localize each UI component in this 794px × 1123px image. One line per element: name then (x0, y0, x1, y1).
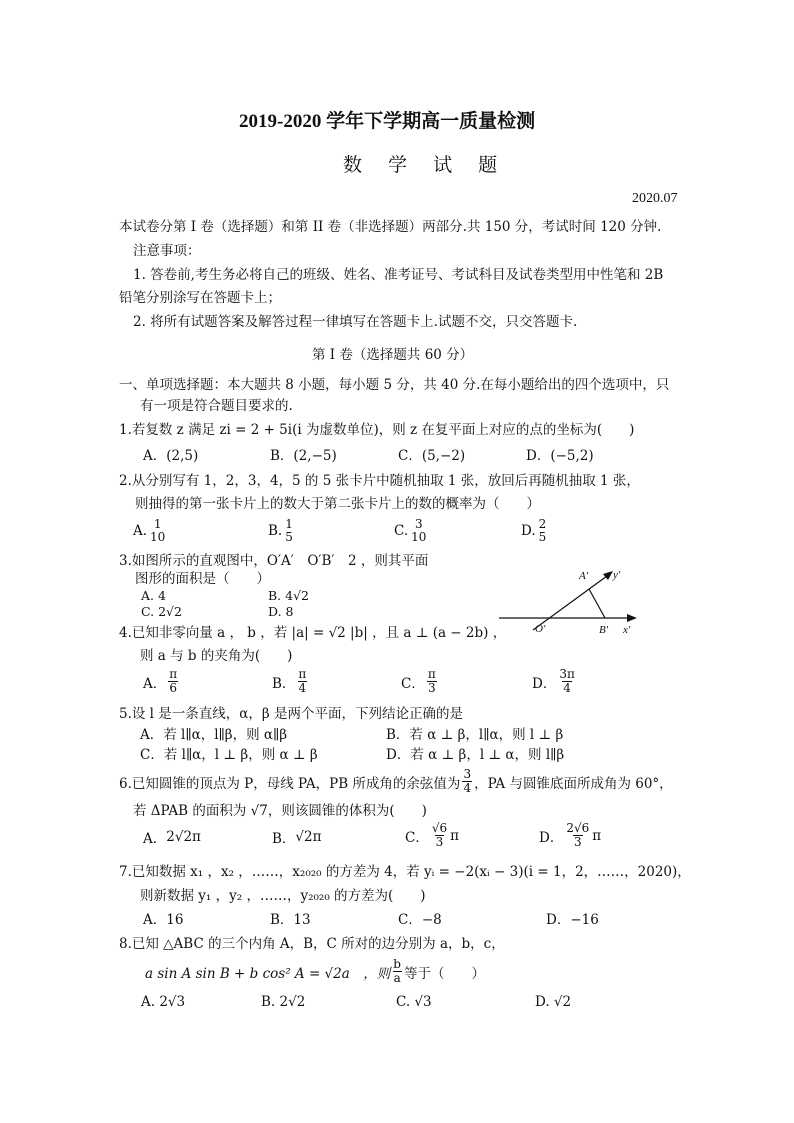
q5-option-a: A．若 l∥α，l∥β，则 α∥β (140, 727, 288, 743)
q5-stem: 5.设 l 是一条直线，α，β 是两个平面，下列结论正确的是 (119, 706, 463, 722)
q8-stem-b: a sin A sin B + b cos² A = √2a ，则 $\frac{b}{a}$ 等于（ ） (145, 957, 485, 985)
q7-stem-a: 7.已知数据 x₁ ，x₂ ，……，x₂₀₂₀ 的方差为 4，若 yᵢ = −2(xᵢ − 3)(i = 1，2，……，2020)， (119, 864, 691, 880)
q4-option-d: D． $\frac{3\pi}{4}$ (532, 667, 575, 695)
q7-option-b: B．13 (270, 912, 311, 928)
notice-heading: 注意事项： (133, 243, 201, 259)
q1-stem: 1.若复数 z 满足 zi = 2 + 5i(i 为虚数单位)，则 z 在复平面上对应的点的坐标为( ) (119, 422, 635, 438)
exam-date: 2020.07 (632, 191, 678, 206)
q4-stem-a: 4.已知非零向量 a ， b ，若 |a| = √2 |b| ，且 a ⊥ (a − 2b) ， (119, 625, 507, 641)
q3-oblique-figure (495, 560, 645, 642)
intro-line: 本试卷分第 I 卷（选择题）和第 II 卷（非选择题）两部分.共 150 分，考试时间 120 分钟. (119, 219, 662, 235)
q2-option-d: D. 2 5 (521, 517, 547, 544)
q1-option-b: B．(2,−5) (270, 448, 337, 464)
q4-option-a: A． $\frac{\pi}{6}$ (143, 667, 178, 695)
q5-option-d: D．若 α ⊥ β，l ⊥ α，则 l∥β (386, 747, 565, 763)
q6-stem-a: 6.已知圆锥的顶点为 P，母线 PA，PB 所成角的余弦值为 $\frac{3}{4}$ ，PA 与圆锥底面所成角为 60°， (119, 767, 673, 795)
q6-option-b: B． √2π (272, 829, 322, 847)
q6-option-c: C． $\frac{√6}{3}$ π (405, 821, 459, 849)
q8-stem-a: 8.已知 △ABC 的三个内角 A，B，C 所对的边分别为 a，b，c， (119, 936, 505, 952)
label-a: A′ (579, 570, 589, 582)
q8-option-b: B. 2√2 (261, 994, 306, 1010)
q2-stem-a: 2.从分别写有 1，2，3，4，5 的 5 张卡片中随机抽取 1 张，放回后再随机抽取 1 张， (119, 473, 640, 489)
q3-option-d: D. 8 (268, 604, 294, 619)
q7-option-c: C．−8 (398, 912, 442, 928)
label-x: x′ (623, 624, 631, 636)
notice-1a: 1. 答卷前,考生务必将自己的班级、姓名、准考证号、考试科目及试卷类型用中性笔和 2B (133, 267, 664, 283)
q4-option-c: C． $\frac{\pi}{3}$ (401, 667, 436, 695)
section-heading: 第 I 卷（选择题共 60 分） (312, 347, 474, 363)
q3-stem-b: 图形的面积是（ ） (135, 571, 270, 587)
q4-option-b: B． $\frac{\pi}{4}$ (272, 667, 307, 695)
q1-option-d: D．(−5,2) (526, 448, 594, 464)
notice-1b: 铅笔分别涂写在答题卡上； (119, 290, 281, 306)
q5-option-b: B．若 α ⊥ β，l∥α，则 l ⊥ β (386, 727, 564, 743)
q6-option-d: D． $\frac{2√6}{3}$ π (539, 821, 602, 849)
q6-option-a: A． 2√2π (143, 829, 201, 847)
y-axis-line (533, 576, 607, 630)
q8-option-a: A. 2√3 (141, 994, 186, 1010)
y-axis-arrow (603, 571, 613, 580)
q2-option-b: B. 1 5 (268, 517, 293, 544)
section-desc-b: 有一项是符合题目要求的. (140, 398, 293, 414)
q8-option-d: D. √2 (535, 994, 572, 1010)
exam-subtitle: 数 学 试 题 (343, 154, 508, 176)
q3-stem-a: 3.如图所示的直观图中，O′A′ O′B′ 2 ，则其平面 (119, 553, 429, 569)
q4-stem-b: 则 a 与 b 的夹角为( ) (140, 648, 293, 664)
q2-option-c: C. 3 10 (394, 517, 427, 544)
q1-option-a: A．(2,5) (143, 448, 199, 464)
q7-option-a: A．16 (143, 912, 184, 928)
q2-stem-b: 则抽得的第一张卡片上的数大于第二张卡片上的数的概率为（ ） (135, 496, 540, 512)
exam-title: 2019-2020 学年下学期高一质量检测 (239, 111, 536, 132)
x-axis-arrow (627, 614, 637, 622)
q8-option-c: C. √3 (396, 994, 432, 1010)
segment-ab (589, 589, 605, 618)
label-o: O′ (535, 623, 546, 635)
q7-option-d: D．−16 (546, 912, 599, 928)
q6-stem-b: 若 ΔPAB 的面积为 √7，则该圆锥的体积为( ) (133, 803, 427, 819)
q3-option-a: A. 4 (141, 588, 166, 603)
q3-option-c: C. 2√2 (141, 604, 182, 619)
q7-stem-b: 则新数据 y₁ ，y₂ ，……，y₂₀₂₀ 的方差为( ) (140, 888, 426, 904)
q3-option-b: B. 4√2 (268, 588, 310, 603)
label-b: B′ (599, 624, 609, 636)
section-desc-a: 一、单项选择题：本大题共 8 小题，每小题 5 分，共 40 分.在每小题给出的四个选项中，只 (119, 377, 670, 393)
q5-option-c: C．若 l∥α，l ⊥ β，则 α ⊥ β (140, 747, 318, 763)
label-y: y′ (613, 569, 621, 581)
notice-2: 2. 将所有试题答案及解答过程一律填写在答题卡上.试题不交，只交答题卡. (133, 314, 578, 330)
q2-option-a: A. 1 10 (133, 517, 166, 544)
q1-option-c: C．(5,−2) (398, 448, 466, 464)
